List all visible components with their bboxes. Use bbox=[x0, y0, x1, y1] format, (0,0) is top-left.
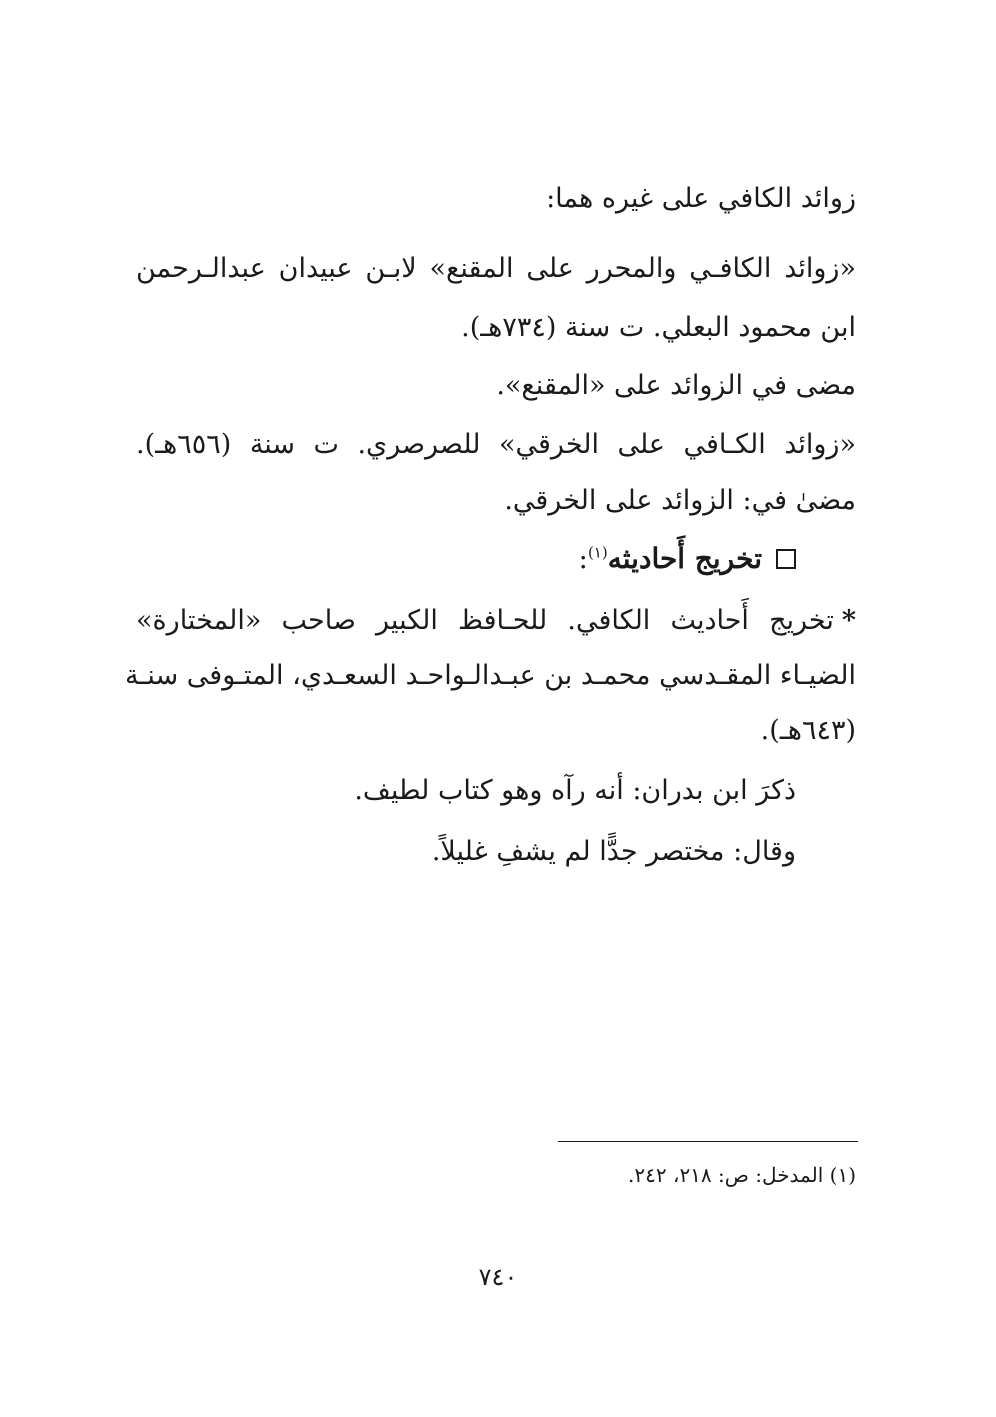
cross-reference-1: مضى في الزوائد على «المقنع». bbox=[496, 370, 856, 401]
paragraph-1-line-1: «زوائد الكافـي والمحرر على المقنع» لابـن عبيدان عبدالـرحمن bbox=[136, 253, 856, 284]
note-line-1: ذكرَ ابن بدران: أنه رآه وهو كتاب لطيف. bbox=[354, 775, 796, 806]
note-line-2: وقال: مختصر جدًّا لم يشفِ غليلاً. bbox=[431, 836, 796, 867]
paragraph-2-line-1: «زوائد الكـافي على الخرقي» للصرصري. ت سنة (٦٥٦هـ). bbox=[136, 429, 856, 460]
section-heading bbox=[579, 542, 797, 575]
intro-line: زوائد الكافي على غيره هما: bbox=[546, 183, 856, 214]
paragraph-1-line-2: ابن محمود البعلي. ت سنة (٧٣٤هـ). bbox=[461, 312, 856, 343]
paragraph-3-line-1 bbox=[136, 605, 856, 636]
checkbox-square-icon bbox=[776, 549, 796, 569]
page-number: ٧٤٠ bbox=[478, 1263, 518, 1291]
footnote-text: (١) المدخل: ص: ٢١٨، ٢٤٢. bbox=[628, 1163, 856, 1187]
asterisk-bullet-icon: * bbox=[841, 605, 856, 636]
paragraph-3-line-2: الضيـاء المقـدسي محمـد بن عبـدالـواحـد السعـدي، المتـوفى سنـة bbox=[125, 660, 856, 691]
heading-text: تخريج أَحاديثه bbox=[607, 542, 762, 575]
cross-reference-2: مضىٰ في: الزوائد على الخرقي. bbox=[504, 485, 856, 516]
heading-colon: : bbox=[578, 542, 588, 575]
paragraph-3-line-1-text: تخريج أَحاديث الكافي. للحـافظ الكبير صاحب «المختارة» bbox=[136, 605, 834, 636]
footnote-ref: (١) bbox=[587, 543, 608, 562]
paragraph-3-line-3: (٦٤٣هـ). bbox=[760, 715, 856, 746]
footnote-divider bbox=[558, 1141, 858, 1142]
